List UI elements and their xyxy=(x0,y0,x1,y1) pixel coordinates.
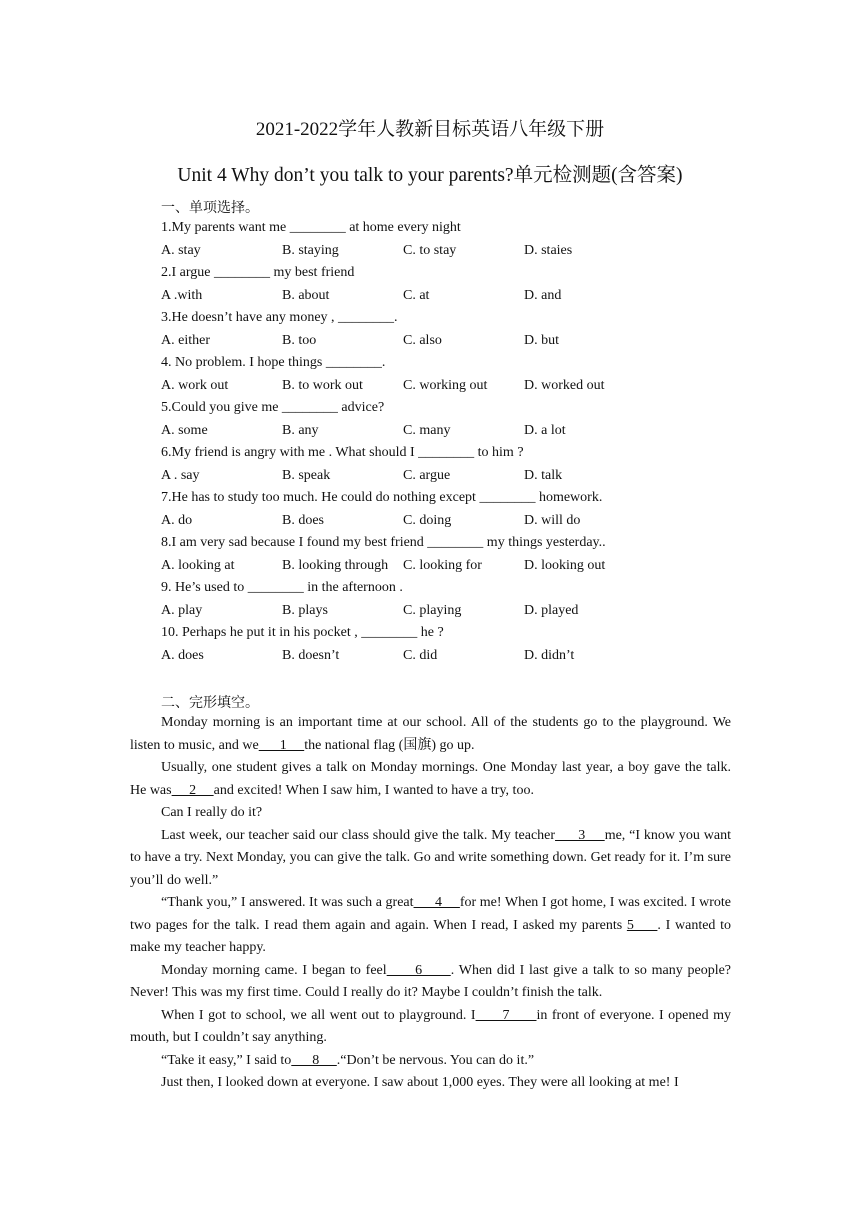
answer-option: B. too xyxy=(282,333,317,348)
answer-option: B. plays xyxy=(282,603,328,618)
answer-option: A. work out xyxy=(161,378,229,393)
answer-option: B. does xyxy=(282,513,324,528)
answer-option: C. doing xyxy=(403,513,452,528)
answer-option: B. to work out xyxy=(282,378,363,393)
answer-option: D. worked out xyxy=(524,378,605,393)
page-subtitle: Unit 4 Why don’t you talk to your parents?单元检测题(含答案) xyxy=(177,165,683,186)
question-stem: 5.Could you give me ________ advice? xyxy=(161,400,385,415)
question-stem: 3.He doesn’t have any money , ________. xyxy=(161,310,398,325)
passage-paragraph: Usually, one student gives a talk on Monday mornings. One Monday last year, a boy gave the talk. He was 2 and excited! When I saw him, I wanted to have a try, too. xyxy=(130,760,731,798)
question-stem: 2.I argue ________ my best friend xyxy=(161,265,355,280)
passage-paragraph: Monday morning came. I began to feel 6 . When did I last give a talk to so many people? Never! This was my first time. Could I really do it? Maybe I couldn’t finish the talk. xyxy=(130,962,732,1000)
question-stem: 10. Perhaps he put it in his pocket , ________ he ? xyxy=(161,625,444,640)
answer-option: C. did xyxy=(403,648,438,663)
answer-option: C. also xyxy=(403,333,442,348)
blank-8: 8 xyxy=(291,1052,337,1068)
section2-heading: 二、完形填空。 xyxy=(161,696,259,711)
answer-option: C. to stay xyxy=(403,243,457,258)
answer-option: D. talk xyxy=(524,468,563,483)
answer-option: B. doesn’t xyxy=(282,648,340,663)
passage-paragraph: Last week, our teacher said our class should give the talk. My teacher 3 me, “I know you want to have a try. Next Monday, you can give the talk. Go and write something down. Get ready for it. I’m sure you’ll do well.” xyxy=(130,827,731,888)
blank-3: 3 xyxy=(555,827,605,843)
passage-paragraph: Can I really do it? xyxy=(161,805,263,820)
question-stem: 7.He has to study too much. He could do nothing except ________ homework. xyxy=(161,490,603,505)
cloze-passage xyxy=(130,712,731,1095)
answer-option: C. looking for xyxy=(403,558,482,573)
blank-4: 4 xyxy=(413,895,460,910)
answer-option: C. working out xyxy=(403,378,488,393)
passage-paragraph: When I got to school, we all went out to playground. I 7 in front of everyone. I opened my mouth, but I couldn’t say anything. xyxy=(130,1007,731,1045)
question-stem: 9. He’s used to ________ in the afternoon . xyxy=(161,580,403,595)
passage-paragraph: Monday morning is an important time at our school. All of the students go to the playground. We listen to music, and we 1 the national flag (国旗) go up. xyxy=(130,715,731,753)
question-stem: 6.My friend is angry with me . What should I ________ to him ? xyxy=(161,445,524,460)
answer-option: A. stay xyxy=(161,243,201,258)
answer-option: A. do xyxy=(161,513,193,528)
answer-option: A. looking at xyxy=(161,558,235,573)
answer-option: D. didn’t xyxy=(524,648,575,663)
answer-option: B. speak xyxy=(282,468,331,483)
answer-option: D. looking out xyxy=(524,558,606,573)
answer-option: B. any xyxy=(282,423,319,438)
answer-option: B. about xyxy=(282,288,330,303)
blank-1: 1 xyxy=(258,737,305,753)
section1-heading: 一、单项选择。 xyxy=(161,201,259,216)
passage-paragraph: “Thank you,” I answered. It was such a great 4 for me! When I got home, I was excited. I wrote two pages for the talk. I read them again and again. When I read, I asked my parents 5 . I wanted to make my teacher happy. xyxy=(130,895,732,955)
blank-5: 5 xyxy=(626,917,658,933)
answer-option: B. staying xyxy=(282,243,339,258)
blank-2: 2 xyxy=(171,782,214,798)
answer-option: A. either xyxy=(161,333,210,348)
passage-paragraph: Just then, I looked down at everyone. I saw about 1,000 eyes. They were all looking at me! I xyxy=(161,1075,679,1090)
answer-option: D. played xyxy=(524,603,579,618)
answer-option: A .with xyxy=(161,288,203,303)
page-title: 2021-2022学年人教新目标英语八年级下册 xyxy=(255,119,605,140)
blank-6: 6 xyxy=(386,962,451,978)
answer-option: A. does xyxy=(161,648,204,663)
answer-option: C. playing xyxy=(403,603,462,618)
blank-7: 7 xyxy=(475,1007,537,1023)
answer-option: C. many xyxy=(403,423,451,438)
answer-option: D. and xyxy=(524,288,562,303)
answer-option: C. argue xyxy=(403,468,451,483)
answer-option: D. staies xyxy=(524,243,573,258)
answer-option: D. but xyxy=(524,333,559,348)
answer-option: A. play xyxy=(161,603,203,618)
question-stem: 1.My parents want me ________ at home every night xyxy=(161,220,461,235)
question-stem: 4. No problem. I hope things ________. xyxy=(161,355,386,370)
answer-option: B. looking through xyxy=(282,558,389,573)
question-stem: 8.I am very sad because I found my best friend ________ my things yesterday.. xyxy=(161,535,606,550)
answer-option: A. some xyxy=(161,423,208,438)
answer-option: C. at xyxy=(403,288,430,303)
answer-option: A . say xyxy=(161,468,200,483)
passage-paragraph: “Take it easy,” I said to 8 .“Don’t be nervous. You can do it.” xyxy=(161,1052,535,1068)
answer-option: D. will do xyxy=(524,513,581,528)
answer-option: D. a lot xyxy=(524,423,566,438)
